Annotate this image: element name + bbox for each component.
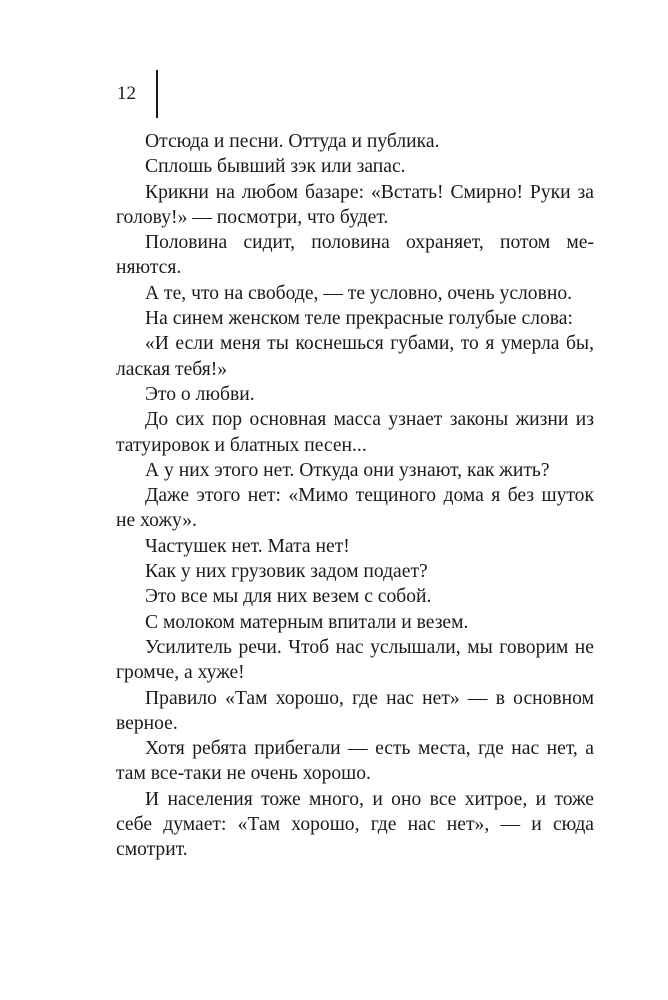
paragraph: А те, что на свободе, — те условно, очень условно. [145,282,573,304]
paragraph: Как у них грузовик задом подает? [145,561,428,583]
paragraph: Сплошь бывший зэк или запас. [145,156,406,178]
paragraph: Половина сидит, половина охраняет, потом меняются. [116,232,594,279]
paragraph: Это о любви. [145,383,255,405]
paragraph: Усилитель речи. Чтоб нас услышали, мы говорим не громче, а хуже! [116,636,594,684]
paragraph: До сих пор основная масса узнает законы жизни из татуировок и блатных песен... [116,409,594,456]
paragraph: Даже этого нет: «Мимо тещиного дома я без шуток не хожу». [116,485,594,532]
paragraph: Отсюда и песни. Оттуда и публика. [145,131,440,152]
text-body [116,129,594,863]
paragraph: Это все мы для них везем с собой. [145,586,432,608]
paragraph: «И если меня ты коснешься губами, то я умерла бы, лаская тебя!» [116,333,594,380]
paragraph: Правило «Там хорошо, где нас нет» — в основном верное. [116,687,594,734]
paragraph: Хотя ребята прибегали — есть места, где нас нет, а там все-таки не очень хорошо. [116,738,594,785]
paragraph: Крикни на любом базаре: «Встать! Смирно! Руки за голову!» — посмотри, что будет. [116,181,594,228]
page-number: 12 [117,83,136,104]
paragraph: На синем женском теле прекрасные голубые слова: [145,308,573,330]
paragraph: И населения тоже много, и оно все хитрое, и тоже себе думает: «Там хорошо, где нас нет», — и сюда смотрит. [116,788,594,861]
paragraph: А у них этого нет. Откуда они узнают, как жить? [145,459,550,481]
header-divider [156,70,158,118]
paragraph: Частушек нет. Мата нет! [145,535,350,557]
paragraph: С молоком матерным впитали и везем. [145,611,469,633]
